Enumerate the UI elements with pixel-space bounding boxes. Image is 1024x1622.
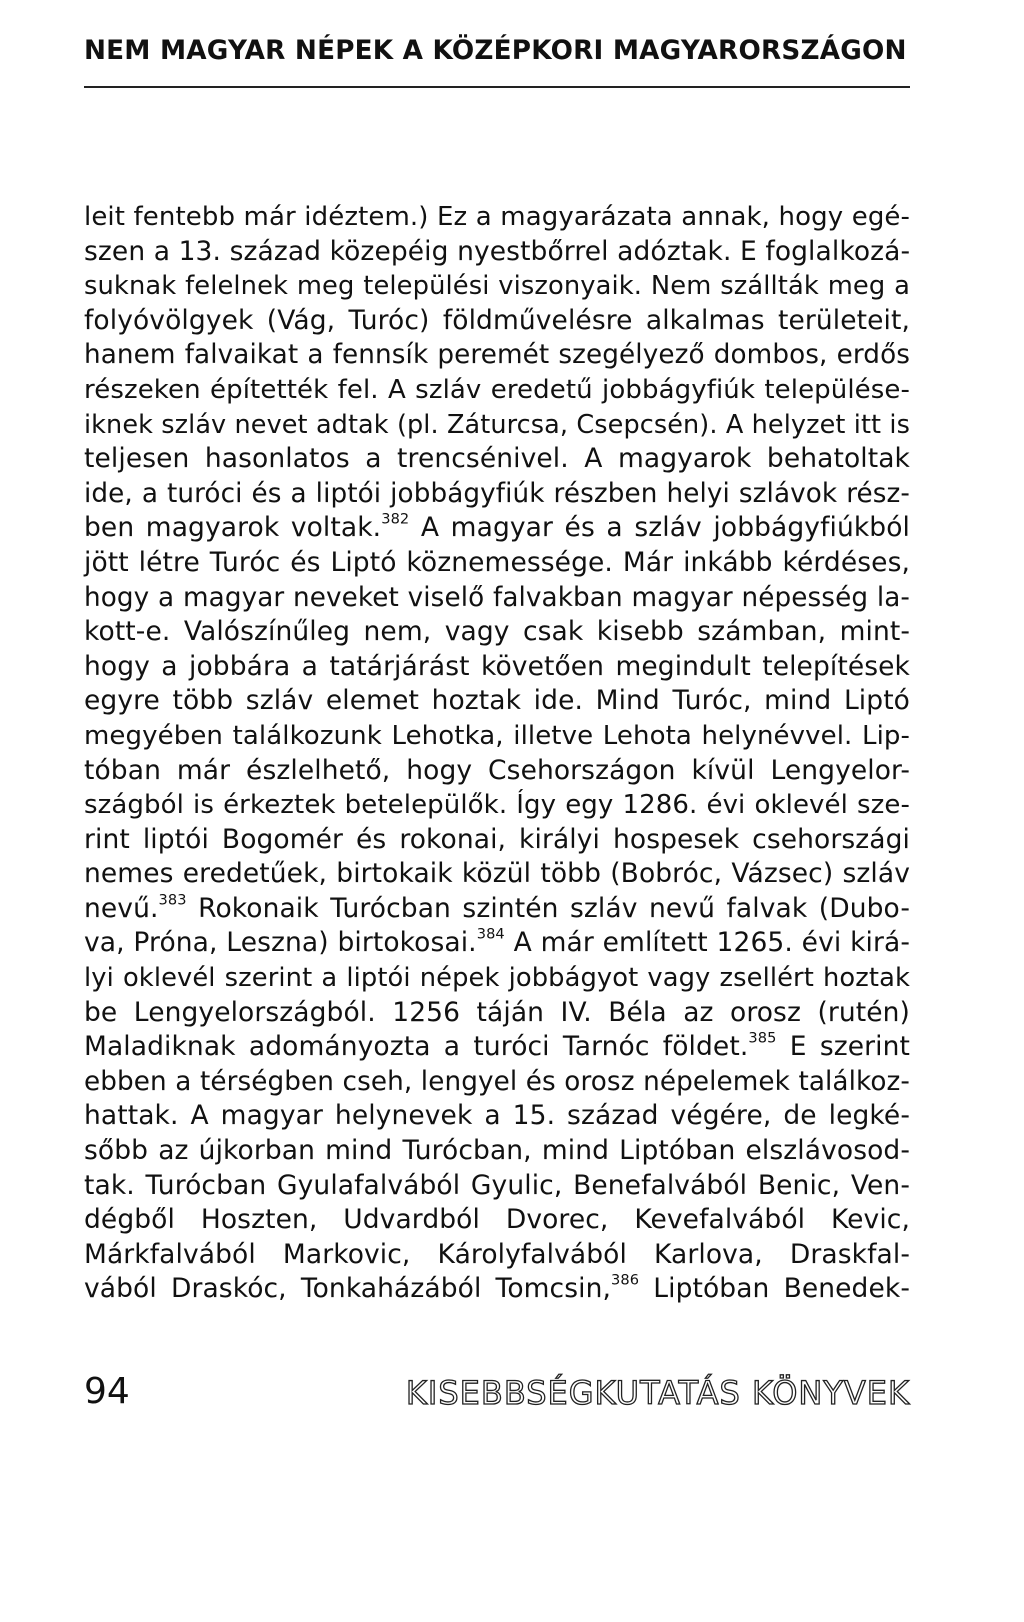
line-text: folyóvölgyek (Vág, Turóc) földművelésre alkalmas területeit,: [84, 304, 910, 336]
line-text: hattak. A magyar helynevek a 15. század végére, de legké-: [84, 1100, 910, 1132]
text-line: [84, 235, 910, 270]
text-line: [84, 338, 910, 373]
text-line: [84, 926, 910, 961]
line-text: teljesen hasonlatos a trencsénivel. A magyarok behatoltak: [84, 443, 910, 475]
line-text: részeken építették fel. A szláv eredetű jobbágyfiúk települése-: [84, 374, 910, 405]
line-text: jött létre Turóc és Liptó köznemessége. Már inkább kérdéses,: [84, 546, 910, 578]
line-text: nemes eredetűek, birtokaik közül több (Bobróc, Vázsec) szláv: [84, 858, 910, 890]
text-line: [84, 857, 910, 892]
text-line: [84, 684, 910, 719]
text-line: [84, 788, 910, 823]
text-line: [84, 1099, 910, 1134]
line-text: suknak felelnek meg települési viszonyaik. Nem szállták meg a: [84, 271, 910, 302]
text-line: [84, 961, 910, 996]
text-line: [84, 754, 910, 789]
text-line: [84, 269, 910, 304]
text-line: [84, 996, 910, 1031]
text-line: [84, 1030, 910, 1065]
text-line: [84, 511, 910, 546]
text-line: [84, 1238, 910, 1273]
text-line: [84, 650, 910, 685]
page-number: 94: [84, 1371, 130, 1412]
text-line: [84, 1272, 910, 1307]
line-text: va, Próna, Leszna) birtokosai.: [84, 927, 477, 959]
line-text: Márkfalvából Markovic, Károlyfalvából Karlova, Draskfal-: [84, 1238, 910, 1270]
line-text: egyre több szláv elemet hoztak ide. Mind Turóc, mind Liptó: [84, 685, 910, 717]
line-text: lyi oklevél szerint a liptói népek jobbágyot vagy zsellért hoztak: [84, 963, 910, 994]
line-text: ebben a térségben cseh, lengyel és orosz népelemek találkoz-: [84, 1066, 910, 1097]
footnote-ref: 382: [381, 510, 410, 528]
line-text-after-footnote: Liptóban Benedek-: [639, 1273, 910, 1305]
line-text: tak. Turócban Gyulafalvából Gyulic, Benefalvából Benic, Ven-: [84, 1169, 910, 1201]
text-line: [84, 200, 910, 235]
text-line: [84, 1203, 910, 1238]
footnote-ref: 384: [476, 926, 505, 944]
text-line: [84, 408, 910, 443]
line-text-after-footnote: A már említett 1265. évi kirá-: [504, 927, 910, 959]
line-text: hogy a jobbára a tatárjárást követően megindult telepítések: [84, 650, 910, 682]
text-line: [84, 304, 910, 339]
line-text: szen a 13. század közepéig nyestbőrrel adóztak. E foglalkozá-: [84, 235, 911, 267]
line-text: hogy a magyar neveket viselő falvakban magyar népesség la-: [84, 582, 910, 613]
line-text: be Lengyelországból. 1256 táján IV. Béla az orosz (rutén): [84, 996, 910, 1028]
text-line: [84, 442, 910, 477]
body-text: [84, 200, 910, 1307]
line-text: Maladiknak adományozta a turóci Tarnóc földet.: [84, 1031, 749, 1063]
line-text: ben magyarok voltak.: [84, 512, 382, 544]
line-text: dégből Hoszten, Udvardból Dvorec, Kevefalvából Kevic,: [84, 1204, 910, 1236]
line-text: nevű.: [84, 892, 159, 924]
line-text: szágból is érkeztek betelepülők. Így egy 1286. évi oklevél sze-: [84, 790, 910, 821]
text-line: [84, 581, 910, 616]
footnote-ref: 386: [611, 1272, 640, 1290]
line-text: hanem falvaikat a fennsík peremét szegélyező dombos, erdős: [84, 340, 910, 371]
line-text-after-footnote: E szerint: [776, 1031, 910, 1063]
line-text: iknek szláv nevet adtak (pl. Záturcsa, Csepcsén). A helyzet itt is: [84, 409, 910, 440]
running-head-title: NEM MAGYAR NÉPEK A KÖZÉPKORI MAGYARORSZÁGON: [84, 36, 907, 66]
text-line: [84, 892, 910, 927]
text-line: [84, 615, 910, 650]
footnote-ref: 385: [748, 1029, 777, 1047]
line-text: rint liptói Bogomér és rokonai, királyi hospesek csehországi: [84, 823, 910, 855]
line-text: tóban már észlelhető, hogy Csehországon kívül Lengyelor-: [84, 754, 910, 786]
header-rule: [84, 86, 910, 88]
line-text-after-footnote: Rokonaik Turócban szintén szláv nevű falvak (Dubo-: [186, 892, 910, 924]
line-text: kott-e. Valószínűleg nem, vagy csak kisebb számban, mint-: [84, 616, 910, 648]
line-text: leit fentebb már idéztem.) Ez a magyarázata annak, hogy egé-: [84, 202, 910, 232]
text-line: [84, 1134, 910, 1169]
text-line: [84, 477, 910, 512]
text-line: [84, 546, 910, 581]
footnote-ref: 383: [158, 891, 187, 909]
text-line: [84, 373, 910, 408]
line-text: sőbb az újkorban mind Turócban, mind Liptóban elszlávosod-: [84, 1135, 910, 1167]
text-line: [84, 1065, 910, 1100]
series-title: KISEBBSÉGKUTATÁS KÖNYVEK: [405, 1374, 910, 1412]
line-text: ide, a turóci és a liptói jobbágyfiúk részben helyi szlávok rész-: [84, 478, 910, 509]
line-text-after-footnote: A magyar és a szláv jobbágyfiúkból: [409, 512, 911, 544]
text-line: [84, 719, 910, 754]
line-text: megyében találkozunk Lehotka, illetve Lehota helynévvel. Lip-: [84, 720, 910, 751]
line-text: vából Draskóc, Tonkaházából Tomcsin,: [84, 1273, 612, 1305]
text-line: [84, 1169, 910, 1204]
text-line: [84, 823, 910, 858]
